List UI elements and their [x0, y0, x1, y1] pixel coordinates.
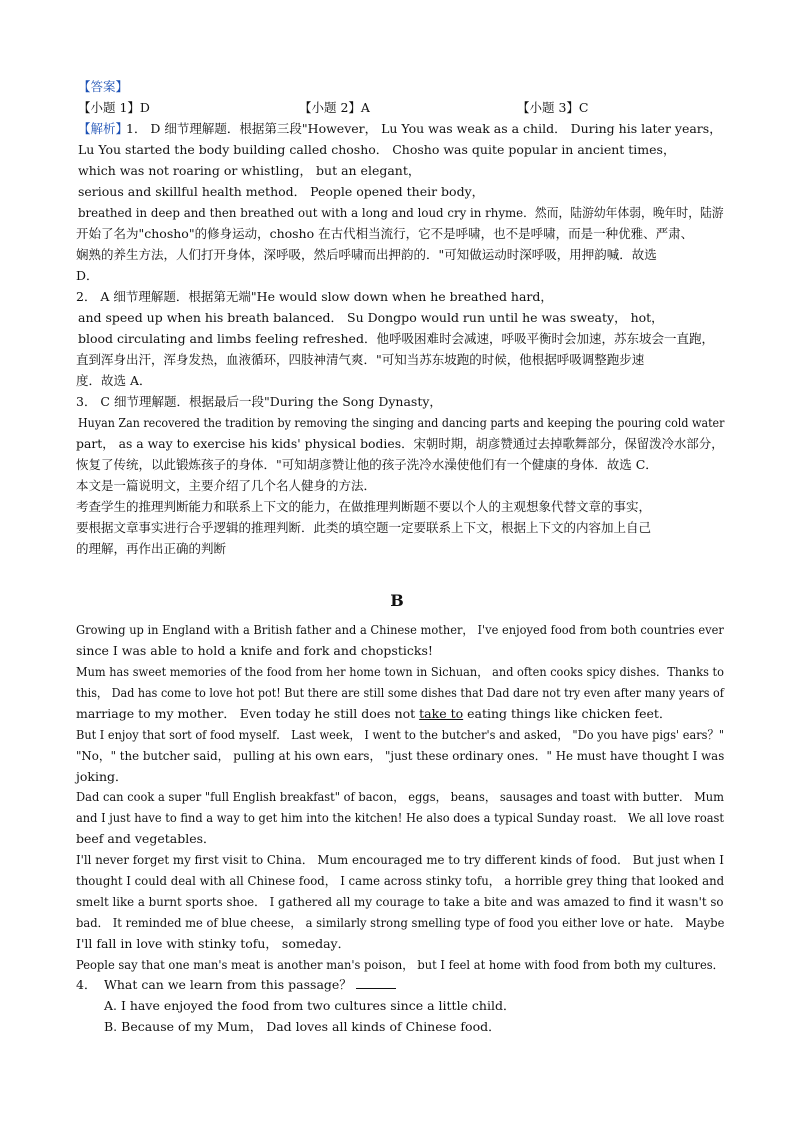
analysis-line: Huyan Zan recovered the tradition by removing the singing and dancing parts and keeping the pouring cold water	[78, 415, 725, 430]
analysis-line: breathed in deep and then breathed out with a long and loud cry in rhyme．然而，陆游幼年体弱，晚年时，陆游	[78, 205, 724, 220]
passage-line: joking．	[76, 769, 128, 784]
question-option-b: B. Because of my Mum， Dad loves all kinds of Chinese food．	[104, 1019, 501, 1034]
answer-q1: 【小题 1】D	[78, 100, 150, 115]
analysis-line: 的理解，再作出正确的判断	[76, 541, 227, 556]
analysis-line: blood circulating and limbs feeling refreshed．他呼吸困难时会减速，呼吸平衡时会加速，苏东坡会一直跑，	[78, 331, 714, 346]
passage-line: People say that one man's meat is another man's poison， but I feel at home with food from both my cultures．	[76, 957, 725, 972]
question-stem-row	[104, 977, 396, 993]
question-number: 4．	[76, 977, 97, 992]
passage-line: this， Dad has come to love hot pot! But there are still some dishes that Dad dare not try even after many years of	[76, 685, 724, 700]
passage-line: thought I could deal with all Chinese food， I came across stinky tofu， a horrible grey thing that looked and	[76, 873, 725, 888]
passage-line: Mum has sweet memories of the food from her home town in Sichuan， and often cooks spicy dishes．Thanks to	[76, 664, 724, 679]
section-heading: B	[390, 591, 404, 610]
passage-line: I'll fall in love with stinky tofu， someday．	[76, 936, 351, 951]
passage-line-underlined	[76, 706, 671, 722]
passage-line: Growing up in England with a British father and a Chinese mother， I've enjoyed food from both countries ever	[76, 622, 724, 637]
analysis-line: 1． D 细节理解题．根据第三段"However， Lu You was weak as a child． During his later years，	[126, 121, 722, 136]
analysis-line: part， as a way to exercise his kids' physical bodies．宋朝时期，胡彦赞通过去掉歌舞部分，保留泼冷水部分，	[76, 436, 724, 451]
analysis-line: 恢复了传统，以此锻炼孩子的身体．"可知胡彦赞让他的孩子洗冷水澡使他们有一个健康的身体．故选 C．	[76, 457, 658, 472]
passage-line: beef and vegetables．	[76, 831, 216, 846]
answer-blank	[356, 977, 396, 989]
passage-line: But I enjoy that sort of food myself． Last week， I went to the butcher's and asked， "Do you have pigs' ears？"	[76, 727, 725, 742]
underlined-phrase: take to	[419, 706, 464, 721]
analysis-line: 娴熟的养生方法，人们打开身体，深呼吸，然后呼啸而出押韵的．"可知做运动时深呼吸，用押韵喊．故选	[76, 247, 657, 262]
analysis-line: 本文是一篇说明文，主要介绍了几个名人健身的方法．	[76, 478, 377, 493]
question-stem: What can we learn from this passage？	[104, 977, 352, 992]
question-option-a: A. I have enjoyed the food from two cultures since a little child．	[104, 998, 516, 1013]
analysis-line: Lu You started the body building called chosho． Chosho was quite popular in ancient times，	[78, 142, 676, 157]
answer-q3: 【小题 3】C	[517, 100, 589, 115]
passage-line: "No，" the butcher said， pulling at his own ears， "just these ordinary ones．" He must have thought I was	[76, 748, 725, 763]
analysis-line: and speed up when his breath balanced． Su Dongpo would run until he was sweaty， hot，	[78, 310, 664, 325]
analysis-line: serious and skillful health method． People opened their body，	[78, 184, 485, 199]
passage-line: bad． It reminded me of blue cheese， a similarly strong smelling type of food you either love or hate． Maybe	[76, 915, 725, 930]
analysis-line: 3． C 细节理解题．根据最后一段"During the Song Dynasty，	[76, 394, 442, 409]
passage-line: and I just have to find a way to get him into the kitchen! He also does a typical Sunday roast． We all love roast	[76, 810, 724, 825]
analysis-line: 开始了名为"chosho"的修身运动，chosho 在古代相当流行，它不是呼啸，也不是呼啸，而是一种优雅、严肃、	[76, 226, 694, 241]
passage-text: marriage to my mother． Even today he still does not	[76, 706, 420, 721]
analysis-line: 要根据文章事实进行合乎逻辑的推理判断．此类的填空题一定要联系上下文，根据上下文的内容加上自己	[76, 520, 652, 535]
analysis-line: which was not roaring or whistling， but an elegant，	[78, 163, 421, 178]
passage-text: eating things like chicken feet．	[463, 706, 672, 721]
analysis-label: 【解析】	[78, 121, 129, 136]
passage-line: I'll never forget my first visit to China． Mum encouraged me to try different kinds of food． But just when I	[76, 852, 724, 867]
passage-line: smelt like a burnt sports shoe． I gathered all my courage to take a bite and was amazed to find it wasn't so	[76, 894, 724, 909]
passage-line: Dad can cook a super "full English breakfast" of bacon， eggs， beans， sausages and toast with butter． Mum	[76, 789, 725, 804]
analysis-line: D．	[76, 268, 99, 283]
analysis-line: 2． A 细节理解题．根据第无端"He would slow down when he breathed hard，	[76, 289, 553, 304]
answer-q2: 【小题 2】A	[299, 100, 370, 115]
analysis-line: 考查学生的推理判断能力和联系上下文的能力，在做推理判断题不要以个人的主观想象代替文章的事实，	[76, 499, 652, 514]
answer-label: 【答案】	[78, 79, 129, 94]
passage-line: since I was able to hold a knife and fork and chopsticks!	[76, 643, 433, 658]
analysis-line: 度．故选 A．	[76, 373, 152, 388]
analysis-line: 直到浑身出汗，浑身发热，血液循环，四肢神清气爽．"可知当苏东坡跑的时候，他根据呼吸调整跑步速	[76, 352, 645, 367]
